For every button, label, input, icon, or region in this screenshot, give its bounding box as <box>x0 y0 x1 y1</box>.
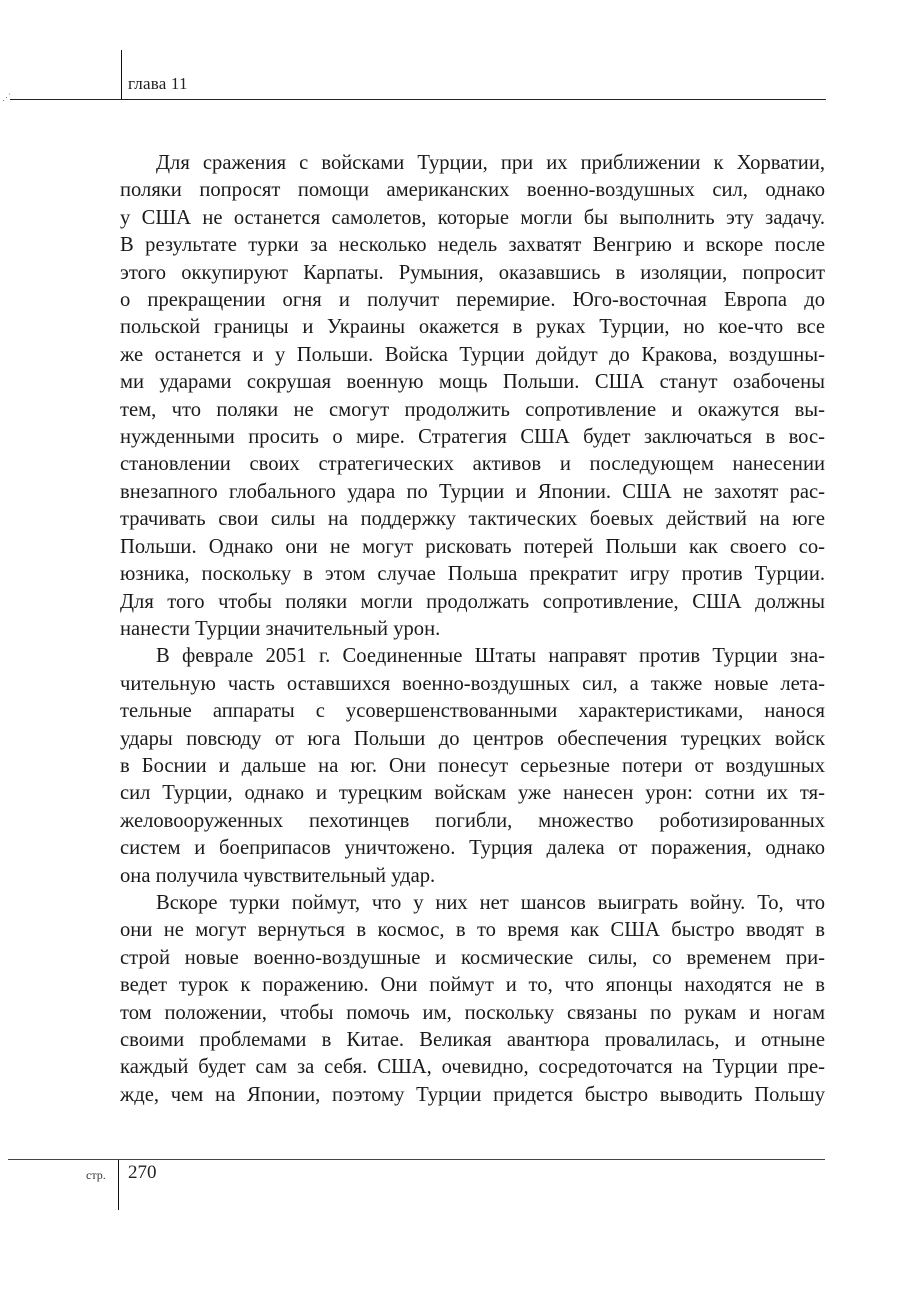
text-line: у США не останется самолетов, которые могли бы выполнить эту задачу. <box>120 206 825 229</box>
page-number: 270 <box>128 1162 157 1183</box>
scan-corner-mark: ⋰ <box>2 92 11 102</box>
text-line: жде, чем на Японии, поэтому Турции придется быстро выводить Польшу <box>120 1083 825 1106</box>
header-horizontal-rule <box>10 99 826 100</box>
text-line: систем и боеприпасов уничтожено. Турция далека от поражения, однако <box>120 837 825 860</box>
page-label: стр. <box>86 1168 106 1182</box>
paragraph <box>120 890 825 1109</box>
text-line: нанести Турции значительный урон. <box>120 617 441 640</box>
text-line: этого оккупируют Карпаты. Румыния, оказавшись в изоляции, попросит <box>120 261 825 284</box>
text-line: юзника, поскольку в этом случае Польша прекратит игру против Турции. <box>120 563 825 586</box>
text-line: польской границы и Украины окажется в руках Турции, но кое-что все <box>120 316 825 339</box>
text-line: том положении, чтобы помочь им, поскольку связаны по рукам и ногам <box>120 1001 825 1024</box>
text-line: в Боснии и дальше на юг. Они понесут серьезные потери от воздушных <box>120 754 825 777</box>
text-line: удары повсюду от юга Польши до центров обеспечения турецких войск <box>120 727 825 750</box>
page-body <box>120 150 825 1109</box>
text-line: тем, что поляки не смогут продолжить сопротивление и окажутся вы- <box>120 398 825 421</box>
text-line: же останется и у Польши. Войска Турции дойдут до Кракова, воздушны- <box>120 343 825 366</box>
text-line: они не могут вернуться в космос, в то время как США быстро вводят в <box>120 919 825 942</box>
footer-horizontal-rule <box>8 1159 825 1160</box>
text-line: трачивать свои силы на поддержку тактических боевых действий на юге <box>120 508 825 531</box>
paragraph <box>120 643 825 890</box>
text-line: нужденными просить о мире. Стратегия США будет заключаться в вос- <box>120 426 825 449</box>
text-line: чительную часть оставшихся военно-воздушных сил, а также новые лета- <box>120 672 825 695</box>
text-line: строй новые военно-воздушные и космические силы, со временем при- <box>120 946 825 969</box>
text-line: поляки попросят помощи американских военно-воздушных сил, однако <box>120 179 825 202</box>
paragraph <box>120 150 825 643</box>
text-line: ми ударами сокрушая военную мощь Польши. США станут озабочены <box>120 371 825 394</box>
text-line: В результате турки за несколько недель захватят Венгрию и вскоре после <box>120 234 825 257</box>
text-line: о прекращении огня и получит перемирие. Юго-восточная Европа до <box>120 289 825 312</box>
text-line: Польши. Однако они не могут рисковать потерей Польши как своего со- <box>120 535 825 558</box>
text-line: Для сражения с войсками Турции, при их приближении к Хорватии, <box>156 152 825 174</box>
text-line: В феврале 2051 г. Соединенные Штаты направят против Турции зна- <box>156 645 825 668</box>
text-line: своими проблемами в Китае. Великая авантюра провалилась, и отныне <box>120 1029 825 1051</box>
text-line: тельные аппараты с усовершенствованными характеристиками, нанося <box>120 700 825 723</box>
text-line: каждый будет сам за себя. США, очевидно, сосредоточатся на Турции пре- <box>120 1056 825 1079</box>
header-vertical-rule <box>121 50 122 100</box>
footer-vertical-rule <box>118 1160 119 1210</box>
text-line: становлении своих стратегических активов и последующем нанесении <box>120 453 825 476</box>
text-line: внезапного глобального удара по Турции и Японии. США не захотят рас- <box>120 480 825 503</box>
text-line: ведет турок к поражению. Они поймут и то, что японцы находятся не в <box>120 974 825 997</box>
text-line: желовооруженных пехотинцев погибли, множество роботизированных <box>120 809 825 832</box>
text-line: сил Турции, однако и турецким войскам уже нанесен урон: сотни их тя- <box>120 782 825 805</box>
chapter-label: глава 11 <box>128 74 188 93</box>
text-line: Для того чтобы поляки могли продолжать сопротивление, США должны <box>120 590 825 613</box>
text-line: Вскоре турки поймут, что у них нет шансов выиграть войну. То, что <box>156 891 825 914</box>
text-line: она получила чувствительный удар. <box>120 864 436 887</box>
